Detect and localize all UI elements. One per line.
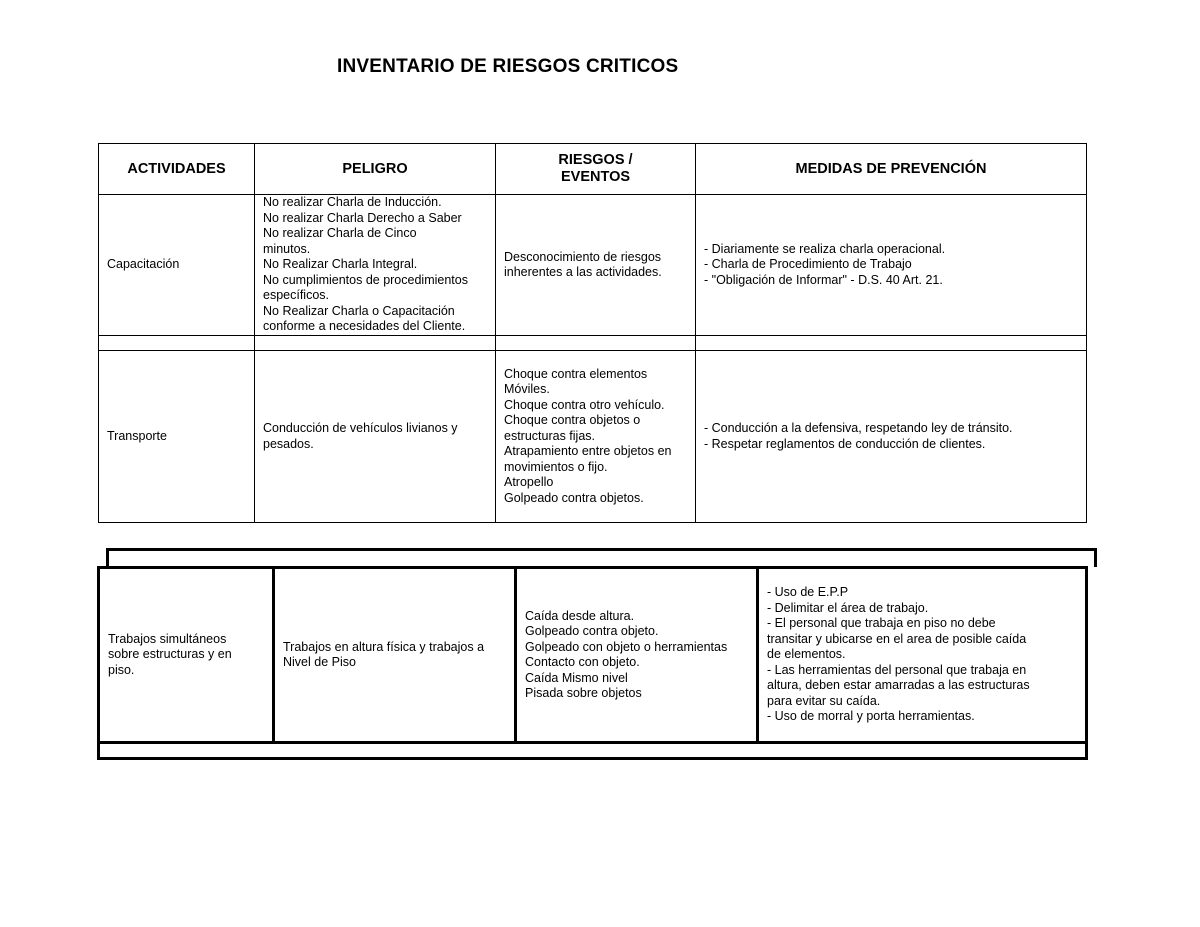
cell-peligro: Conducción de vehículos livianos y pesados. bbox=[255, 351, 496, 523]
cell-medidas: - Diariamente se realiza charla operacional. - Charla de Procedimiento de Trabajo - "Obligación de Informar" - D.S. 40 Art. 21. bbox=[696, 195, 1087, 336]
spacer-cell bbox=[496, 336, 696, 351]
cell-riesgos: Caída desde altura. Golpeado contra objeto. Golpeado con objeto o herramientas Contacto con objeto. Caída Mismo nivel Pisada sobre objetos bbox=[516, 568, 758, 743]
cell-medidas: - Conducción a la defensiva, respetando ley de tránsito. - Respetar reglamentos de conducción de clientes. bbox=[696, 351, 1087, 523]
cell-actividad: Trabajos simultáneos sobre estructuras y en piso. bbox=[99, 568, 274, 743]
cell-actividad: Capacitación bbox=[99, 195, 255, 336]
spacer-cell bbox=[255, 336, 496, 351]
cell-riesgos: Choque contra elementos Móviles. Choque contra otro vehículo. Choque contra objetos o estructuras fijas. Atrapamiento entre objetos en movimientos o fijo. Atropello Golpeado contra objetos. bbox=[496, 351, 696, 523]
cell-peligro: Trabajos en altura física y trabajos a Nivel de Piso bbox=[274, 568, 516, 743]
header-peligro: PELIGRO bbox=[255, 144, 496, 195]
table-bracket-divider bbox=[106, 548, 1097, 567]
empty-row bbox=[99, 743, 1087, 759]
header-actividades: ACTIVIDADES bbox=[99, 144, 255, 195]
cell-riesgos: Desconocimiento de riesgos inherentes a las actividades. bbox=[496, 195, 696, 336]
cell-peligro: No realizar Charla de Inducción. No realizar Charla Derecho a Saber No realizar Charla de Cinco minutos. No Realizar Charla Integral. No cumplimientos de procedimientos específicos. No Realizar Charla o Capacitación conforme a necesidades del Cliente. bbox=[255, 195, 496, 336]
spacer-cell bbox=[99, 336, 255, 351]
cell-actividad: Transporte bbox=[99, 351, 255, 523]
risk-table-secondary bbox=[97, 566, 1088, 760]
table-row bbox=[99, 568, 1087, 743]
spacer-row bbox=[99, 336, 1087, 351]
header-riesgos: RIESGOS / EVENTOS bbox=[496, 144, 696, 195]
header-row bbox=[99, 144, 1087, 195]
risk-table-main bbox=[98, 143, 1087, 523]
cell-medidas: - Uso de E.P.P - Delimitar el área de trabajo. - El personal que trabaja en piso no debe transitar y ubicarse en el area de posible caída de elementos. - Las herramientas del personal que trabaja en altura, deben estar amarradas a las estructuras para evitar su caída. - Uso de morral y porta herramientas. bbox=[758, 568, 1087, 743]
header-medidas: MEDIDAS DE PREVENCIÓN bbox=[696, 144, 1087, 195]
empty-cell bbox=[99, 743, 1087, 759]
document-title: INVENTARIO DE RIESGOS CRITICOS bbox=[337, 56, 679, 77]
spacer-cell bbox=[696, 336, 1087, 351]
table-row bbox=[99, 351, 1087, 523]
table-row bbox=[99, 195, 1087, 336]
